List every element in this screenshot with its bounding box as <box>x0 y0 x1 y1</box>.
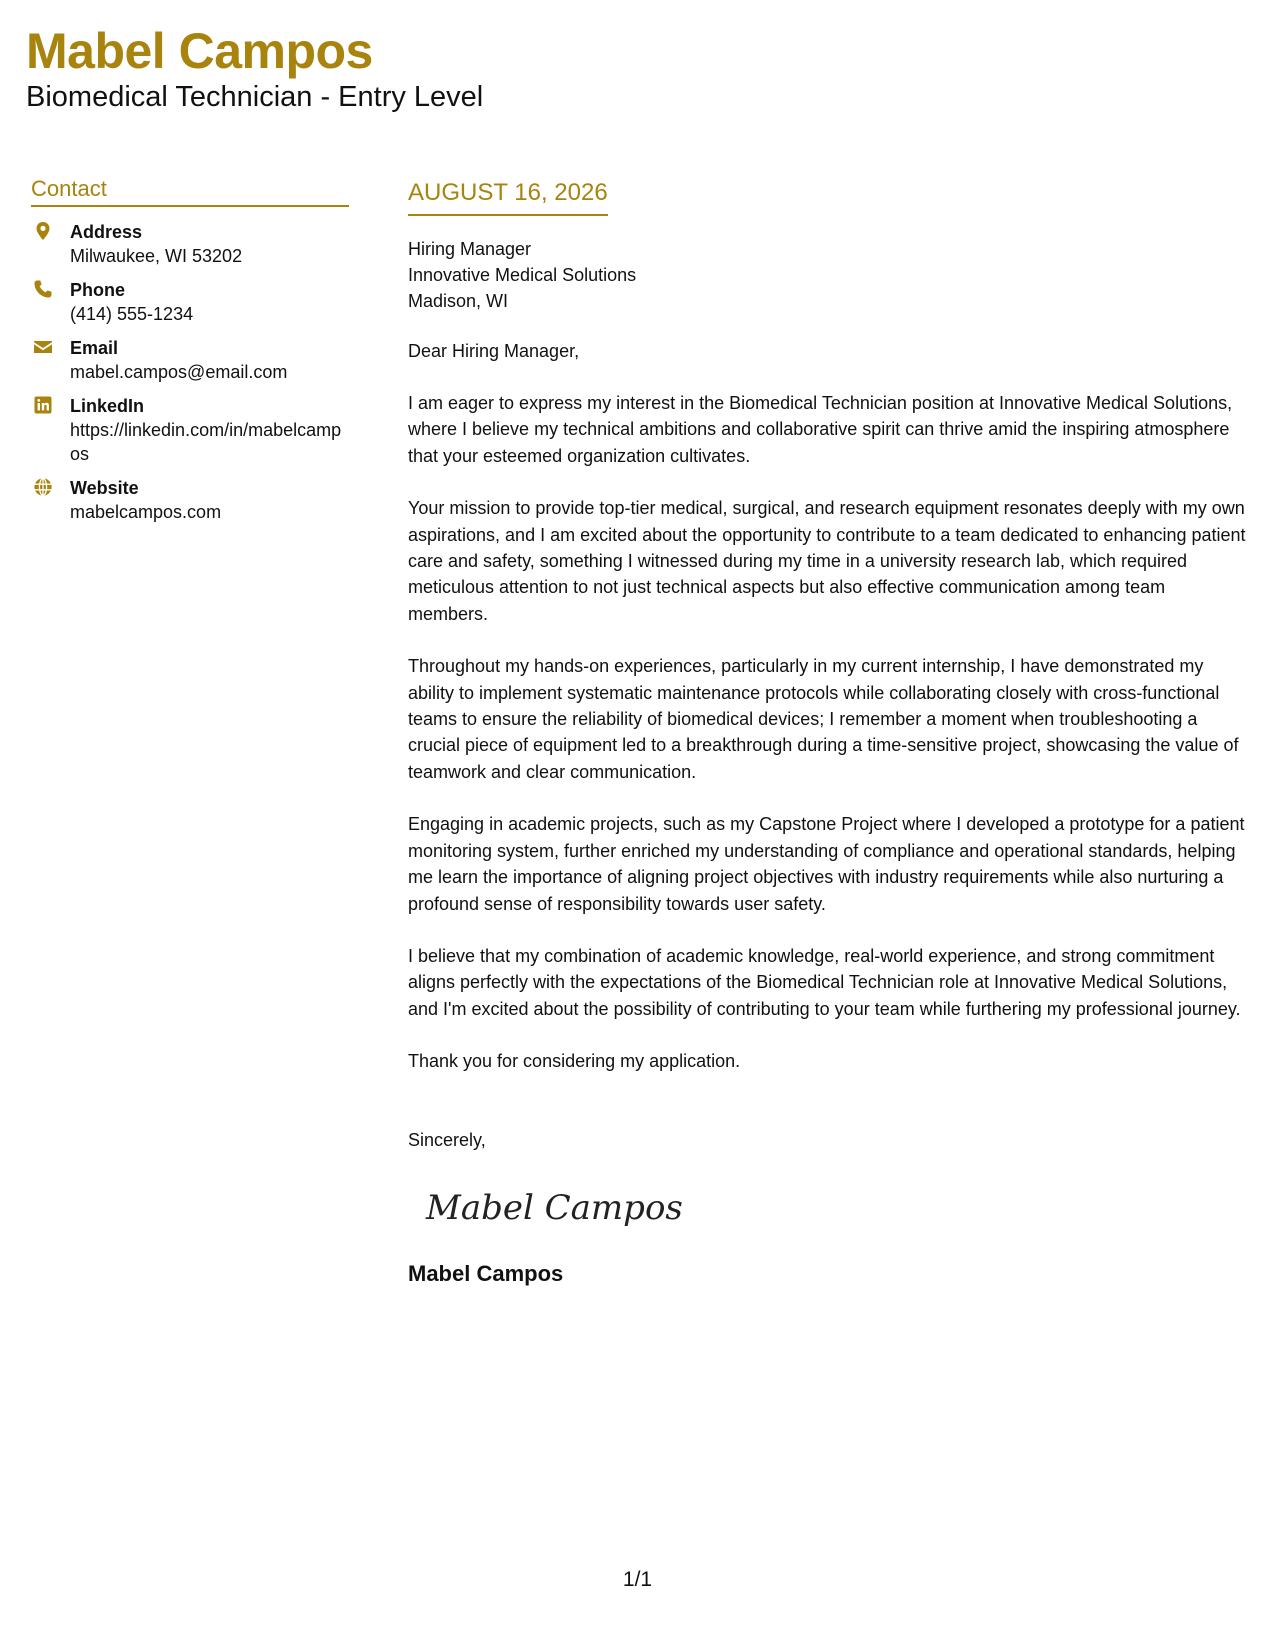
letter-paragraph: I believe that my combination of academic knowledge, real-world experience, and strong commitment aligns perfectly with the expectations of the Biomedical Technician role at Innovative Medical Solutions, and I'm excited about the possibility of contributing to your team while furthering my professional journey. <box>408 945 1241 1019</box>
page-number: 1/1 <box>622 1568 653 1591</box>
address-value: Milwaukee, WI 53202 <box>70 246 243 266</box>
linkedin-icon <box>33 395 53 415</box>
contact-address <box>31 220 349 268</box>
letter-body <box>408 178 1248 1288</box>
letter-paragraph: Thank you for considering my application. <box>408 1051 741 1072</box>
website-value[interactable]: mabelcampos.com <box>70 502 222 522</box>
signer-name: Mabel Campos <box>408 1260 564 1286</box>
letter-paragraph: Engaging in academic projects, such as my Capstone Project where I developed a prototype for a patient monitoring system, further enriched my understanding of compliance and operational standards, helping me learn the importance of aligning project objectives with industry requirements while also nurturing a profound sense of responsibility towards user safety. <box>408 814 1245 914</box>
phone-icon <box>33 279 53 299</box>
recipient-line: Innovative Medical Solutions <box>408 265 637 285</box>
contact-sidebar <box>31 176 349 534</box>
email-value[interactable]: mabel.campos@email.com <box>70 362 288 382</box>
contact-email <box>31 336 349 384</box>
salutation: Dear Hiring Manager, <box>408 341 580 361</box>
letter-date: AUGUST 16, 2026 <box>408 178 608 216</box>
email-label: Email <box>70 338 119 358</box>
envelope-icon <box>33 337 53 357</box>
recipient-block <box>408 236 1248 314</box>
letter-paragraph: Throughout my hands-on experiences, particularly in my current internship, I have demonstrated my ability to implement systematic maintenance protocols while collaborating closely with cross-functional teams to ensure the reliability of biomedical devices; I remember a moment when troubleshooting a crucial piece of equipment led to a breakthrough during a time-sensitive project, showcasing the value of teamwork and clear communication. <box>408 656 1239 782</box>
phone-label: Phone <box>70 280 126 300</box>
contact-linkedin <box>31 394 349 466</box>
contact-phone <box>31 278 349 326</box>
linkedin-label: LinkedIn <box>70 396 145 416</box>
applicant-name: Mabel Campos <box>26 23 373 79</box>
map-pin-icon <box>33 221 53 241</box>
phone-value[interactable]: (414) 555-1234 <box>70 304 194 324</box>
contact-section-title: Contact <box>31 176 349 207</box>
closing: Sincerely, <box>408 1129 486 1150</box>
address-label: Address <box>70 222 143 242</box>
job-title: Biomedical Technician - Entry Level <box>26 81 484 113</box>
recipient-line: Madison, WI <box>408 291 509 311</box>
linkedin-value[interactable]: https://linkedin.com/in/mabelcampos <box>70 420 342 464</box>
website-label: Website <box>70 478 139 498</box>
contact-website <box>31 476 349 524</box>
recipient-line: Hiring Manager <box>408 239 532 259</box>
letter-paragraph: Your mission to provide top-tier medical, surgical, and research equipment resonates deeply with my own aspirations, and I am excited about the opportunity to contribute to a team dedicated to enhancing patient care and safety, something I witnessed during my time in a university research lab, which required meticulous attention to not just technical aspects but also effective communication among team members. <box>408 498 1246 624</box>
globe-icon <box>33 477 53 497</box>
svg-text:Mabel Campos: Mabel Campos <box>426 1187 682 1228</box>
header <box>26 22 483 114</box>
letter-paragraph: I am eager to express my interest in the Biomedical Technician position at Innovative Medical Solutions, where I believe my technical ambitions and collaborative spirit can thrive amid the inspiring atmosphere that your esteemed organization cultivates. <box>408 393 1233 466</box>
handwritten-signature <box>422 1179 682 1239</box>
